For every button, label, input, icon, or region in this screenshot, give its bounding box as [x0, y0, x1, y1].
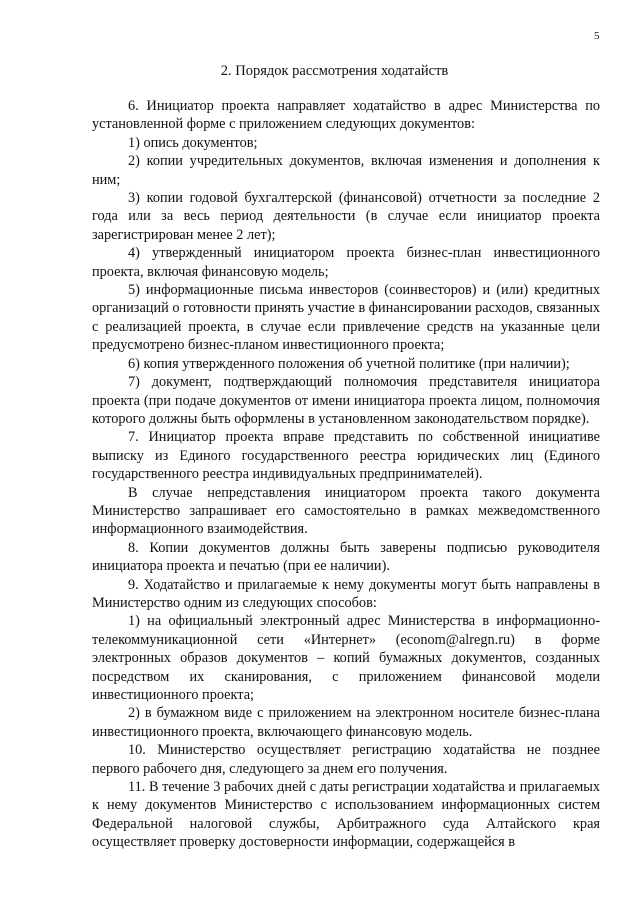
page-number: 5	[594, 30, 600, 42]
method-item-2: 2) в бумажном виде с приложением на электронном носителе бизнес-плана инвестиционного проекта, включающего финансовую модель.	[92, 705, 600, 740]
section-title: 2. Порядок рассмотрения ходатайств	[220, 63, 449, 79]
paragraph-7-continued: В случае непредставления инициатором проекта такого документа Министерство запрашивает его самостоятельно в рамках межведомственного информационного взаимодействия.	[92, 484, 600, 538]
list-item-1: 1) опись документов;	[128, 134, 258, 151]
paragraph-8: 8. Копии документов должны быть заверены подписью руководителя инициатора проекта и печатью (при ее наличии).	[92, 539, 600, 575]
list-item-3: 3) копии годовой бухгалтерской (финансовой) отчетности за последние 2 года или за весь период деятельности (в случае если инициатор проекта зарегистрирован менее 2 лет);	[92, 190, 600, 243]
paragraph-9: 9. Ходатайство и прилагаемые к нему документы могут быть направлены в Министерство одним из следующих способов:	[92, 576, 600, 611]
list-item-5: 5) информационные письма инвесторов (соинвесторов) и (или) кредитных организаций о готовности принять участие в финансировании расходов, связанных с реализацией проекта, в случае если привлечение средств на указанные цели предусмотрено бизнес-планом инвестиционного проекта;	[92, 282, 600, 354]
paragraph-7: 7. Инициатор проекта вправе представить по собственной инициативе выписку из Единого государственного реестра юридических лиц (Единого государственного реестра индивидуальных предпринимателей).	[92, 429, 600, 483]
list-item-6: 6) копия утвержденного положения об учетной политике (при наличии);	[128, 355, 570, 372]
list-item-7: 7) документ, подтверждающий полномочия представителя инициатора проекта (при подаче документов от имени инициатора проекта лицом, полномочия которого должны быть оформлены в установленном законодательством порядке).	[92, 374, 600, 427]
paragraph-10: 10. Министерство осуществляет регистрацию ходатайства не позднее первого рабочего дня, следующего за днем его получения.	[92, 742, 600, 777]
document-body	[92, 97, 600, 852]
paragraph-11: 11. В течение 3 рабочих дней с даты регистрации ходатайства и прилагаемых к нему документов Министерство с использованием информационных систем Федеральной налоговой службы, Арбитражного суда Алтайского края осуществляет проверку достоверности информации, содержащейся в	[92, 779, 600, 851]
method-item-1: 1) на официальный электронный адрес Министерства в информационно-телекоммуникационной сети «Интернет» (econom@alregn.ru) в форме электронных образов документов – копий бумажных документов, созданных посредством их сканирования, с приложением финансовой модели инвестиционного проекта;	[92, 613, 600, 703]
list-item-4: 4) утвержденный инициатором проекта бизнес-план инвестиционного проекта, включая финансовую модель;	[92, 245, 600, 280]
list-item-2: 2) копии учредительных документов, включая изменения и дополнения к ним;	[92, 153, 600, 188]
paragraph-6: 6. Инициатор проекта направляет ходатайство в адрес Министерства по установленной форме с приложением следующих документов:	[92, 98, 600, 133]
